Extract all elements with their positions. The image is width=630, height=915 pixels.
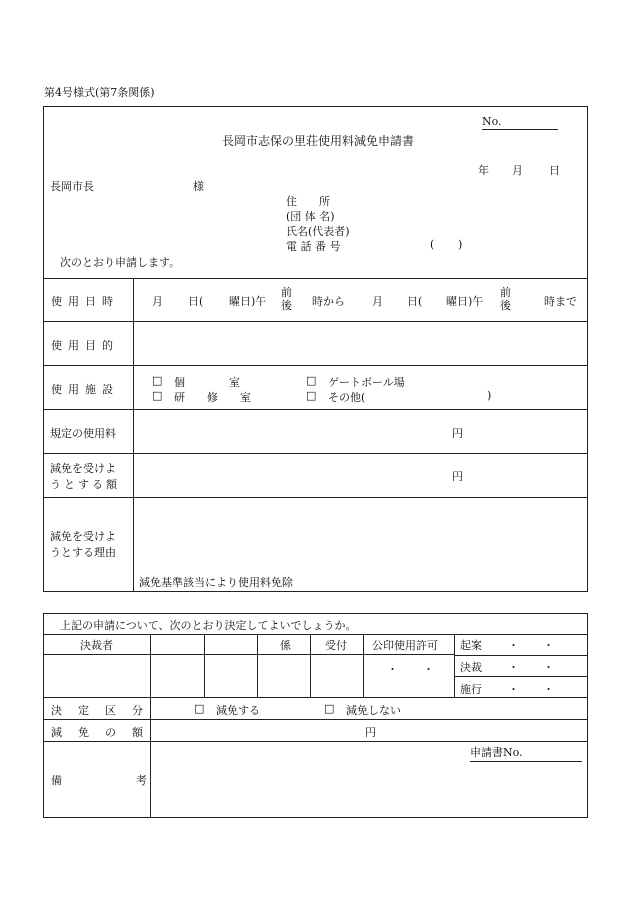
row-divider	[43, 278, 588, 279]
exemption-reason-label-1: 減免を受けよ	[50, 530, 116, 543]
row-divider	[43, 654, 454, 655]
document-number: No.	[482, 115, 558, 130]
checkbox-exempt[interactable]: □	[194, 702, 205, 715]
from-weekday: 曜日)午	[229, 295, 267, 308]
to-day: 日(	[407, 295, 423, 308]
to-weekday: 曜日)午	[446, 295, 484, 308]
row-divider	[454, 676, 588, 677]
approval-label: 決裁	[460, 661, 482, 674]
row-divider	[43, 697, 588, 698]
exemption-amount-decision-label: 減免の額	[51, 726, 159, 739]
exemption-amount-decision-yen: 円	[365, 726, 376, 739]
to-month: 月	[372, 295, 383, 308]
approver-label: 決裁者	[80, 639, 113, 652]
form-number: 第4号様式(第7条関係)	[44, 86, 155, 99]
exemption-reason-label-2: うとする理由	[50, 546, 116, 559]
row-divider	[454, 655, 588, 656]
date-day: 日	[549, 164, 560, 177]
row-divider	[43, 453, 588, 454]
applicant-group-label: (団 体 名)	[286, 210, 335, 223]
checkbox-private-room[interactable]: □	[152, 374, 163, 387]
column-divider	[204, 634, 205, 697]
addressee: 長岡市長	[50, 180, 94, 193]
applicant-phone-label: 電 話 番 号	[286, 240, 341, 253]
row-divider	[43, 497, 588, 498]
phone-paren-open: (	[430, 238, 435, 251]
column-divider	[363, 634, 364, 697]
approval-date-dot-2: ・	[543, 661, 554, 674]
checkbox-gateball[interactable]: □	[306, 374, 317, 387]
remarks-label-1: 備	[51, 774, 62, 787]
column-divider	[454, 634, 455, 697]
enforcement-date-dot-2: ・	[543, 683, 554, 696]
seal-date-dot-1: ・	[387, 663, 398, 676]
exemption-amount-yen: 円	[452, 470, 463, 483]
row-divider	[43, 365, 588, 366]
remarks-label-2: 考	[136, 774, 147, 787]
row-divider	[43, 741, 588, 742]
exemption-amount-label-2: うとする額	[50, 478, 120, 491]
draft-date-dot-2: ・	[543, 639, 554, 652]
from-day: 日(	[188, 295, 204, 308]
not-exempt-label: 減免しない	[346, 704, 401, 717]
private-room-label: 個 室	[174, 376, 240, 389]
from-month: 月	[152, 295, 163, 308]
addressee-honorific: 様	[193, 180, 204, 193]
row-divider	[43, 321, 588, 322]
decision-intro: 上記の申請について、次のとおり決定してよいでしょうか。	[60, 619, 357, 632]
seal-permit-label: 公印使用許可	[372, 639, 438, 652]
am-label: 前	[500, 286, 511, 299]
checkbox-training-room[interactable]: □	[152, 389, 163, 402]
application-form	[43, 106, 588, 592]
usage-facility-label: 使用施設	[51, 383, 119, 396]
regular-fee-label: 規定の使用料	[50, 427, 116, 440]
form-title: 長岡市志保の里荘使用料減免申請書	[222, 134, 415, 148]
pm-label: 後	[500, 299, 511, 312]
other-paren-close: )	[487, 389, 492, 402]
enforcement-label: 施行	[460, 683, 482, 696]
training-room-label: 研 修 室	[174, 391, 251, 404]
usage-purpose-label: 使用目的	[51, 339, 119, 352]
regular-fee-yen: 円	[452, 427, 463, 440]
applicant-address-label: 住 所	[286, 195, 330, 208]
approval-date-dot-1: ・	[508, 661, 519, 674]
column-divider	[310, 634, 311, 697]
row-divider	[43, 719, 588, 720]
draft-label: 起案	[460, 639, 482, 652]
to-ampm	[500, 286, 511, 312]
date-year: 年	[478, 164, 489, 177]
enforcement-date-dot-1: ・	[508, 683, 519, 696]
gateball-label: ゲートボール場	[328, 376, 405, 389]
applicant-name-label: 氏名(代表者)	[286, 225, 350, 238]
request-text: 次のとおり申請します。	[60, 256, 181, 269]
am-label: 前	[281, 286, 292, 299]
phone-paren-close: )	[458, 238, 463, 251]
checkbox-not-exempt[interactable]: □	[324, 702, 335, 715]
clerk-label: 係	[280, 639, 291, 652]
checkbox-other[interactable]: □	[306, 389, 317, 402]
exempt-label: 減免する	[216, 704, 260, 717]
other-label: その他(	[328, 391, 366, 404]
date-month: 月	[512, 164, 523, 177]
seal-date-dot-2: ・	[423, 663, 434, 676]
exemption-amount-label-1: 減免を受けよ	[50, 462, 116, 475]
usage-datetime-label: 使用日時	[51, 295, 119, 308]
application-number: 申請書No.	[470, 744, 582, 762]
draft-date-dot-1: ・	[508, 639, 519, 652]
from-ampm	[281, 286, 292, 312]
from-hour: 時から	[312, 295, 345, 308]
to-hour: 時まで	[544, 295, 577, 308]
column-divider	[257, 634, 258, 697]
exemption-reason-value: 減免基準該当により使用料免除	[139, 576, 293, 589]
decision-category-label: 決定区分	[51, 704, 159, 717]
pm-label: 後	[281, 299, 292, 312]
label-column-divider	[133, 278, 134, 592]
row-divider	[43, 409, 588, 410]
reception-label: 受付	[325, 639, 347, 652]
row-divider	[43, 634, 588, 635]
